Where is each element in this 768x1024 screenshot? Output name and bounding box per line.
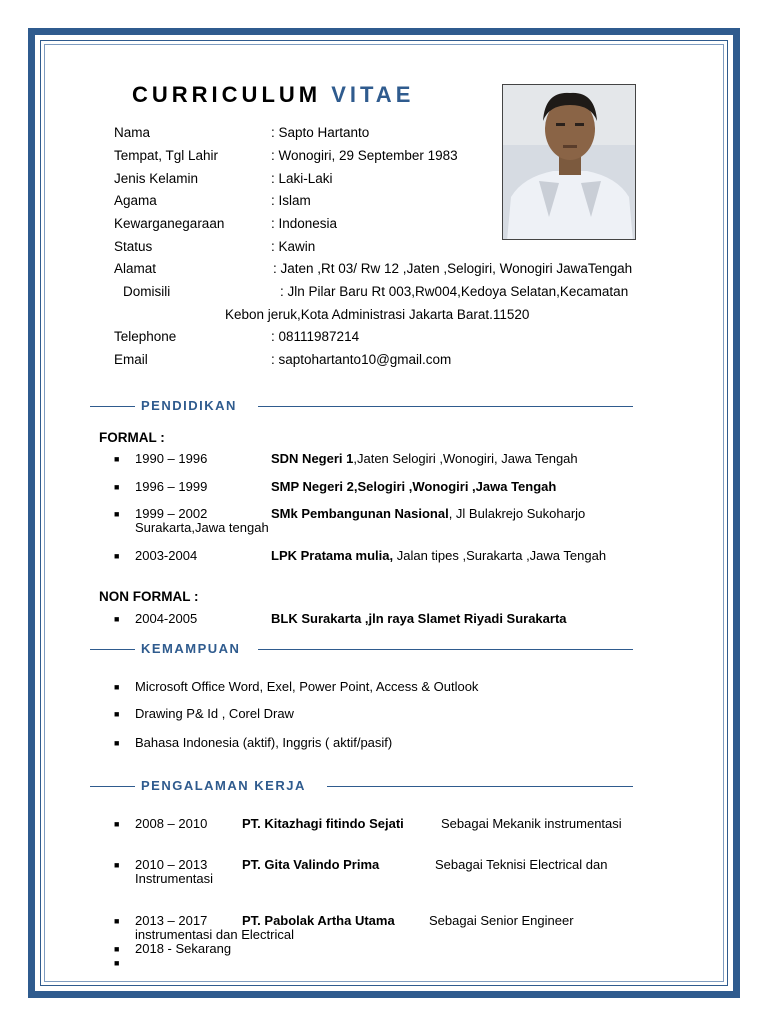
experience-role: Sebagai Teknisi Electrical dan	[435, 857, 608, 872]
section-divider-right	[327, 786, 633, 787]
bullet-icon: ■	[114, 819, 120, 829]
nonformal-label: NON FORMAL :	[99, 589, 199, 604]
formal-school: SMP Negeri 2,Selogiri ,Wonogiri ,Jawa Tengah	[271, 479, 557, 494]
formal-years: 1996 – 1999	[135, 479, 208, 494]
skill-item: Microsoft Office Word, Exel, Power Point, Access & Outlook	[135, 679, 479, 694]
experience-role-line2: Instrumentasi	[135, 871, 214, 886]
formal-entry	[271, 479, 556, 494]
value-telephone: : 08111987214	[271, 329, 360, 344]
skill-item: Drawing P& Id , Corel Draw	[135, 706, 294, 721]
experience-years: 2013 – 2017	[135, 913, 208, 928]
formal-detail: ,Jaten Selogiri ,Wonogiri, Jawa Tengah	[353, 451, 578, 466]
bullet-icon: ■	[114, 958, 120, 968]
section-heading-pengalaman-kerja: PENGALAMAN KERJA	[141, 778, 306, 793]
experience-years: 2018 - Sekarang	[135, 941, 232, 956]
label-email: Email	[114, 352, 148, 367]
experience-company: PT. Pabolak Artha Utama	[242, 913, 395, 928]
value-alamat: : Jaten ,Rt 03/ Rw 12 ,Jaten ,Selogiri, Wonogiri JawaTengah	[273, 261, 633, 276]
document-title	[132, 82, 414, 108]
profile-photo	[502, 84, 636, 240]
nonformal-school: BLK Surakarta ,jln raya Slamet Riyadi Surakarta	[271, 611, 567, 626]
experience-years: 2010 – 2013	[135, 857, 208, 872]
section-heading-pendidikan: PENDIDIKAN	[141, 398, 237, 413]
bullet-icon: ■	[114, 709, 120, 719]
bullet-icon: ■	[114, 682, 120, 692]
formal-detail-line2: Surakarta,Jawa tengah	[135, 520, 269, 535]
label-tempat-tgl-lahir: Tempat, Tgl Lahir	[114, 148, 219, 163]
bullet-icon: ■	[114, 454, 120, 464]
bullet-icon: ■	[114, 482, 120, 492]
profile-photo-illustration	[503, 85, 636, 240]
formal-entry	[271, 548, 606, 563]
value-domisili: : Jln Pilar Baru Rt 003,Rw004,Kedoya Selatan,Kecamatan	[280, 284, 629, 299]
value-tempat-tgl-lahir: : Wonogiri, 29 September 1983	[271, 148, 458, 163]
bullet-icon: ■	[114, 916, 120, 926]
section-divider-left	[90, 406, 135, 407]
label-jenis-kelamin: Jenis Kelamin	[114, 171, 199, 186]
experience-role: Sebagai Mekanik instrumentasi	[441, 816, 622, 831]
nonformal-years: 2004-2005	[135, 611, 198, 626]
section-divider-right	[258, 406, 633, 407]
label-kewarganegaraan: Kewarganegaraan	[114, 216, 225, 231]
formal-label: FORMAL :	[99, 430, 165, 445]
label-agama: Agama	[114, 193, 157, 208]
value-domisili-line2: Kebon jeruk,Kota Administrasi Jakarta Barat.11520	[225, 307, 530, 322]
label-alamat: Alamat	[114, 261, 157, 276]
section-divider-left	[90, 786, 135, 787]
bullet-icon: ■	[114, 860, 120, 870]
label-nama: Nama	[114, 125, 151, 140]
experience-company: PT. Kitazhagi fitindo Sejati	[242, 816, 404, 831]
value-nama: : Sapto Hartanto	[271, 125, 370, 140]
formal-detail: Jalan tipes ,Surakarta ,Jawa Tengah	[393, 548, 607, 563]
formal-school: SMk Pembangunan Nasional	[271, 506, 449, 521]
formal-years: 1990 – 1996	[135, 451, 208, 466]
formal-detail: , Jl Bulakrejo Sukoharjo	[448, 506, 586, 521]
value-agama: : Islam	[271, 193, 311, 208]
experience-company: PT. Gita Valindo Prima	[242, 857, 380, 872]
experience-years: 2008 – 2010	[135, 816, 208, 831]
bullet-icon: ■	[114, 551, 120, 561]
section-divider-left	[90, 649, 135, 650]
formal-entry	[271, 451, 578, 466]
formal-entry	[271, 506, 585, 521]
formal-school: LPK Pratama mulia,	[271, 548, 394, 563]
label-status: Status	[114, 239, 153, 254]
bullet-icon: ■	[114, 509, 120, 519]
formal-school: SDN Negeri 1	[271, 451, 354, 466]
section-divider-right	[258, 649, 633, 650]
bullet-icon: ■	[114, 738, 120, 748]
value-email: : saptohartanto10@gmail.com	[271, 352, 452, 367]
value-jenis-kelamin: : Laki-Laki	[271, 171, 333, 186]
title-part-1: CURRICULUM	[132, 82, 322, 107]
bullet-icon: ■	[114, 614, 120, 624]
value-kewarganegaraan: : Indonesia	[271, 216, 338, 231]
label-telephone: Telephone	[114, 329, 177, 344]
label-domisili: Domisili	[123, 284, 171, 299]
experience-role-line2: instrumentasi dan Electrical	[135, 927, 294, 942]
skill-item: Bahasa Indonesia (aktif), Inggris ( aktif/pasif)	[135, 735, 393, 750]
value-status: : Kawin	[271, 239, 316, 254]
experience-role: Sebagai Senior Engineer	[429, 913, 574, 928]
bullet-icon: ■	[114, 944, 120, 954]
title-part-2: VITAE	[331, 82, 415, 107]
section-heading-kemampuan: KEMAMPUAN	[141, 641, 241, 656]
formal-years: 1999 – 2002	[135, 506, 208, 521]
formal-years: 2003-2004	[135, 548, 198, 563]
